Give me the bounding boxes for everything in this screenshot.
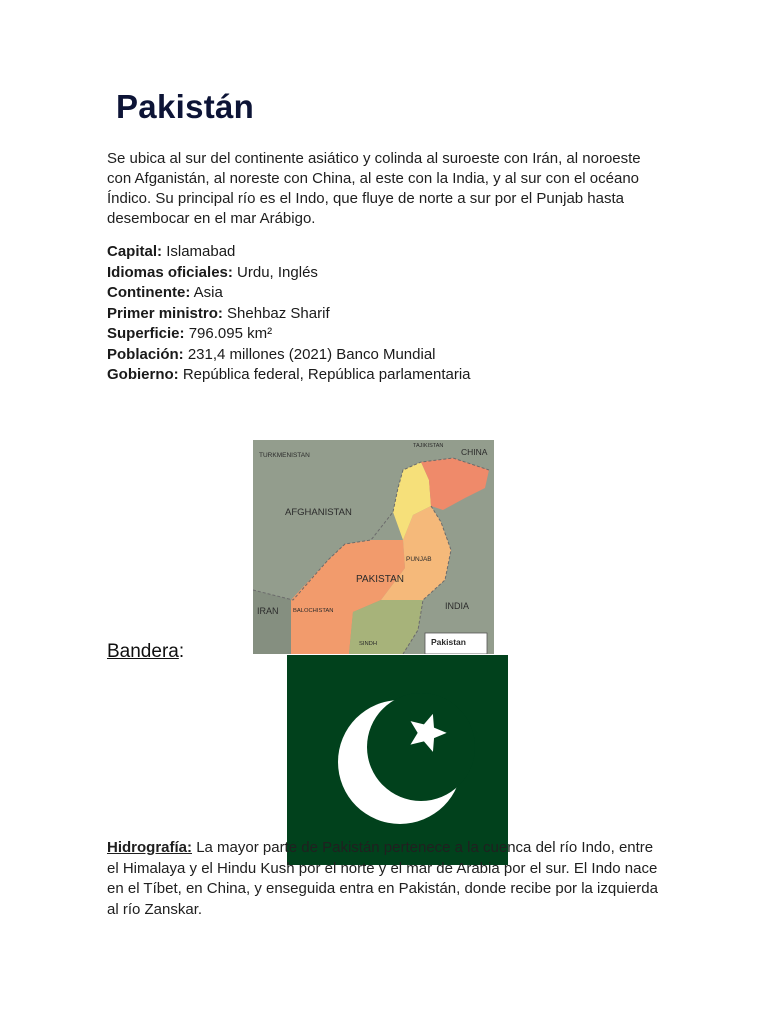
facts-list xyxy=(107,242,667,386)
hydrography-text: La mayor parte de Pakistán pertenece a la cuenca del río Indo, entre el Himalaya y el Hindu Kush por el norte y el mar de Arabia por el sur. El Indo nace en el Tíbet, en China, y enseguida entra en Pakistán, donde recibe por la izquierda al río Zanskar. xyxy=(107,839,658,918)
map-label-sindh: SINDH xyxy=(359,641,378,647)
fact-value: Asia xyxy=(193,284,223,301)
page-title: Pakistán xyxy=(116,88,255,125)
map-label-china: CHINA xyxy=(461,447,488,457)
map-label-iran: IRAN xyxy=(257,606,279,616)
fact-label: Capital: xyxy=(107,243,163,260)
fact-continent xyxy=(107,283,667,304)
fact-label: Idiomas oficiales: xyxy=(107,263,233,281)
fact-capital xyxy=(107,242,667,263)
fact-value: 231,4 millones (2021) Banco Mundial xyxy=(187,345,436,363)
fact-label: Gobierno: xyxy=(107,366,179,383)
pakistan-map xyxy=(253,440,494,654)
hydrography-paragraph xyxy=(107,838,667,920)
map-label-punjab: PUNJAB xyxy=(406,556,432,563)
fact-value: 796.095 km² xyxy=(188,325,273,342)
fact-value: Shehbaz Sharif xyxy=(227,304,330,322)
fact-area xyxy=(107,324,667,345)
map-label-tajikistan: TAJIKISTAN xyxy=(413,443,444,449)
fact-value: República federal, República parlamentaria xyxy=(182,366,471,383)
pakistan-flag xyxy=(287,655,508,865)
map-label-india: INDIA xyxy=(445,601,470,611)
map-legend-title: Pakistan xyxy=(431,637,466,647)
fact-label: Población: xyxy=(107,345,184,363)
flag-heading-text: Bandera xyxy=(107,641,179,662)
fact-prime-minister xyxy=(107,304,667,325)
flag-heading-colon: : xyxy=(178,641,185,662)
intro-paragraph: Se ubica al sur del continente asiático y colinda al suroeste con Irán, al noroeste con Afganistán, al noreste con China, al este con la India, y al sur con el océano Índico. Su principal río es el Indo, que fluye de norte a sur por el Punjab hasta desembocar en el mar Arábigo. xyxy=(107,150,641,227)
fact-value: Islamabad xyxy=(166,243,236,260)
fact-label: Continente: xyxy=(107,284,191,301)
fact-government xyxy=(107,365,667,386)
fact-label: Primer ministro: xyxy=(107,304,223,322)
map-label-afghanistan: AFGHANISTAN xyxy=(285,507,352,518)
fact-languages xyxy=(107,263,667,284)
map-label-turkmenistan: TURKMENISTAN xyxy=(259,452,310,459)
map-label-pakistan: PAKISTAN xyxy=(356,574,404,585)
fact-population xyxy=(107,345,667,366)
fact-value: Urdu, Inglés xyxy=(237,263,318,281)
fact-label: Superficie: xyxy=(107,325,185,342)
flag-heading xyxy=(107,641,184,663)
hydrography-label: Hidrografía: xyxy=(107,839,193,856)
map-label-balochistan: BALOCHISTAN xyxy=(293,608,334,614)
